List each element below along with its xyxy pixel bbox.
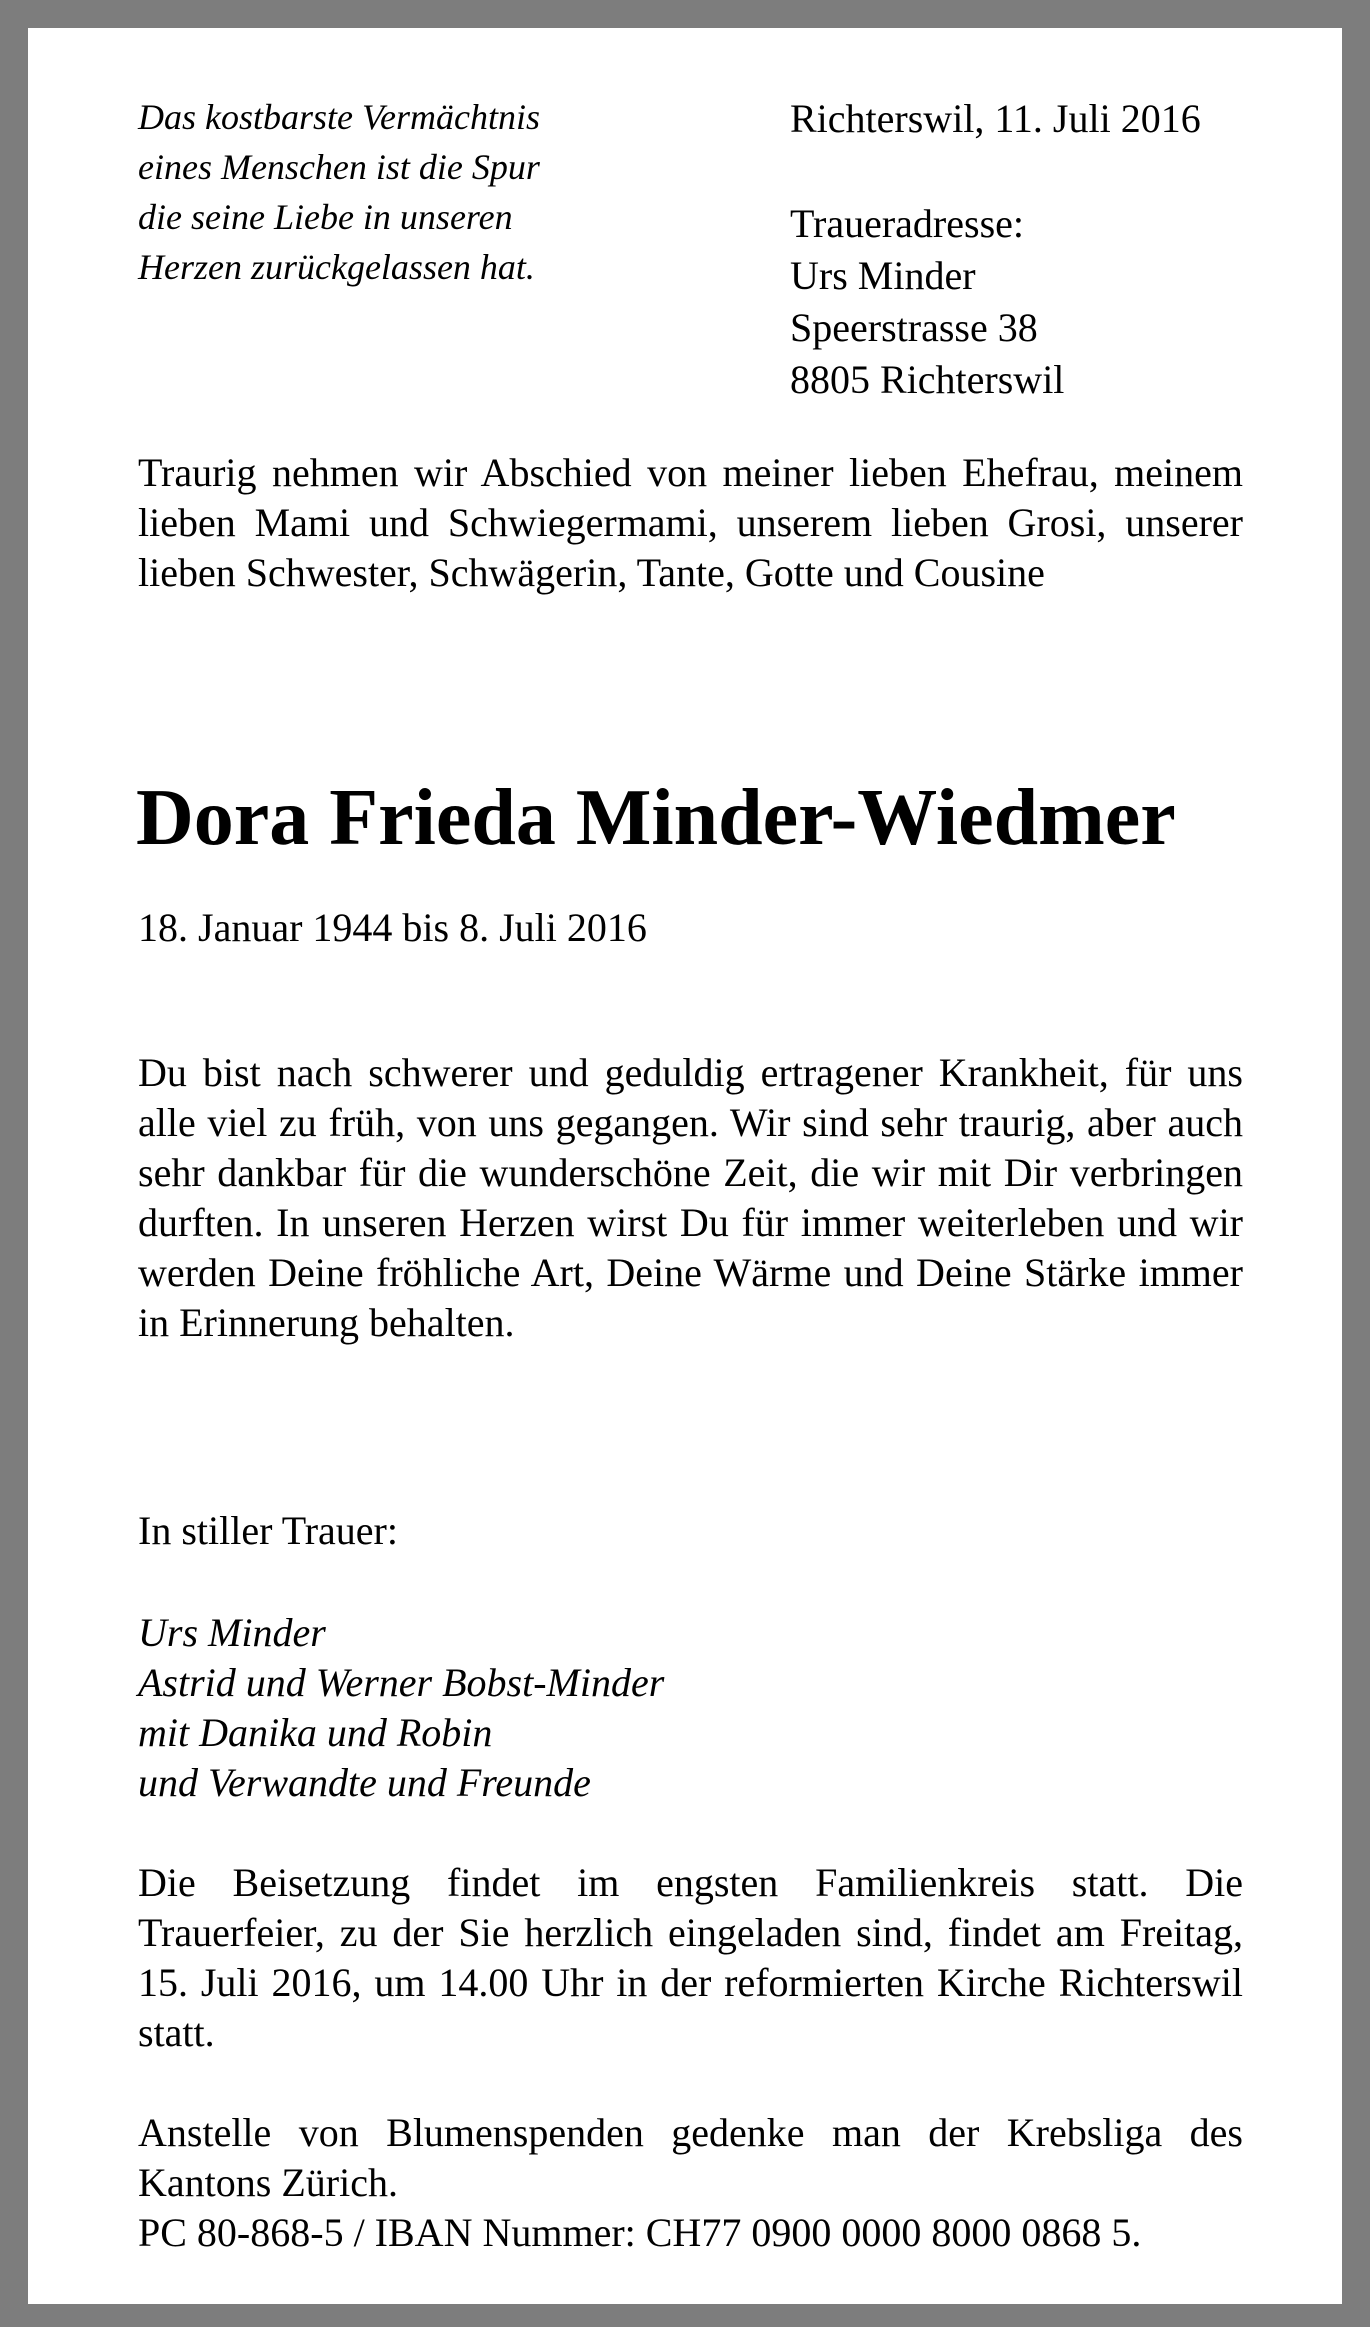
family-list (138, 1608, 664, 1808)
address-label: Traueradresse: (790, 201, 1025, 246)
life-dates: 18. Januar 1944 bis 8. Juli 2016 (138, 905, 647, 950)
funeral-paragraph: Die Beisetzung findet im engsten Familienkreis statt. Die Trauerfeier, zu der Sie herzlich eingeladen sind, findet am Freitag, 15. Juli 2016, um 14.00 Uhr in der reformierten Kirche Richterswil statt. (138, 1860, 1243, 2055)
quote-line: Herzen zurückgelassen hat. (138, 247, 535, 287)
address-name: Urs Minder (790, 253, 976, 298)
quote-line: Das kostbarste Vermächtnis (138, 97, 540, 137)
obituary-page (28, 28, 1342, 2304)
message-paragraph: Du bist nach schwerer und geduldig ertragener Krankheit, für uns alle viel zu früh, von uns gegangen. Wir sind sehr traurig, aber auch sehr dankbar für die wunderschöne Zeit, die wir mit Dir verbringen durften. In unseren Herzen wirst Du für immer weiterleben und wir werden Deine fröhliche Art, Deine Wärme und Deine Stärke immer in Erinnerung behalten. (138, 1050, 1243, 1345)
family-member: Astrid und Werner Bobst-Minder (138, 1660, 665, 1705)
quote-line: eines Menschen ist die Spur (138, 147, 540, 187)
donation-text: Anstelle von Blumenspenden gedenke man der Krebsliga des Kantons Zürich. (138, 2110, 1243, 2205)
memorial-quote (138, 92, 678, 292)
family-member: mit Danika und Robin (138, 1710, 493, 1755)
date-place: Richterswil, 11. Juli 2016 (790, 96, 1201, 141)
family-member: und Verwandte und Freunde (138, 1760, 591, 1805)
donation-section (138, 2108, 1243, 2258)
family-member: Urs Minder (138, 1610, 326, 1655)
address-street: Speerstrasse 38 (790, 305, 1038, 350)
deceased-name: Dora Frieda Minder-Wiedmer (136, 774, 1176, 862)
address-city: 8805 Richterswil (790, 357, 1065, 402)
mourning-address (790, 198, 1064, 406)
mourning-label: In stiller Trauer: (138, 1508, 398, 1553)
donation-account: PC 80-868-5 / IBAN Nummer: CH77 0900 0000 8000 0868 5. (138, 2210, 1142, 2255)
intro-paragraph: Traurig nehmen wir Abschied von meiner lieben Ehefrau, meinem lieben Mami und Schwiegermami, unserem lieben Grosi, unserer lieben Schwester, Schwägerin, Tante, Gotte und Cousine (138, 450, 1243, 595)
quote-line: die seine Liebe in unseren (138, 197, 513, 237)
